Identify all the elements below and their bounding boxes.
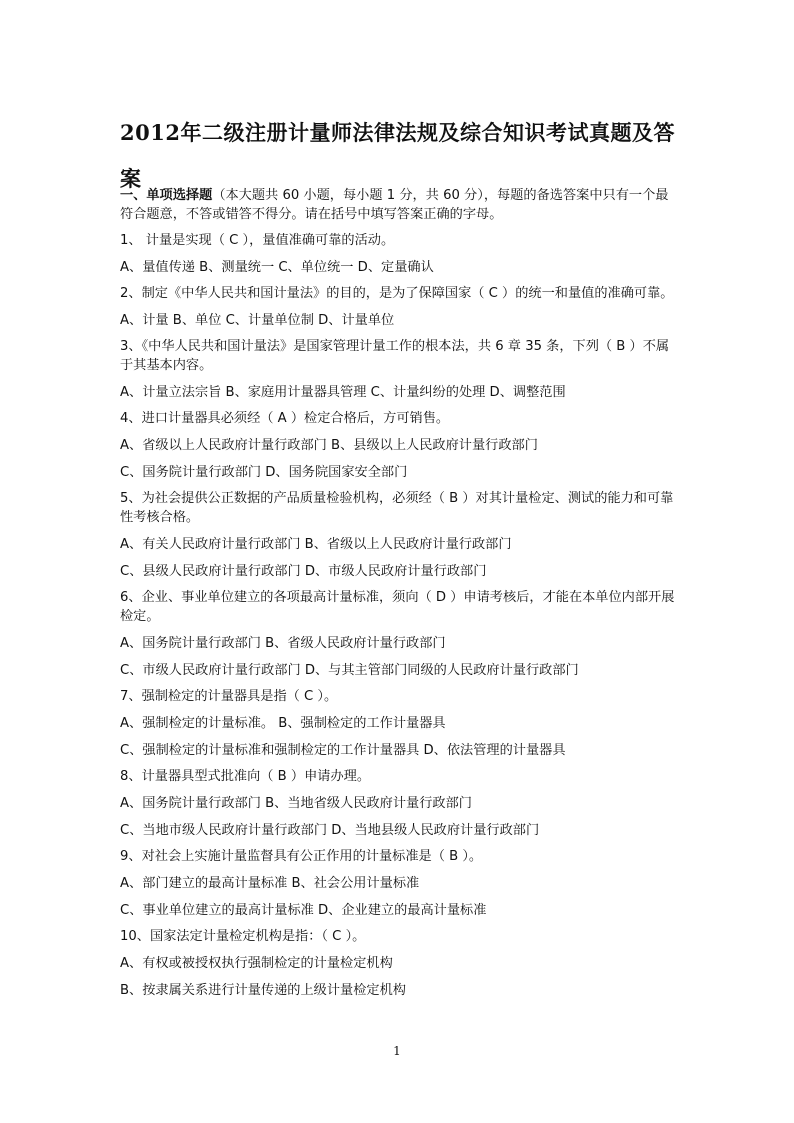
question-3: 3、《中华人民共和国计量法》是国家管理计量工作的根本法，共 6 章 35 条，下列（ B ）不属于其基本内容。	[120, 339, 670, 373]
question-6: 6、企业、事业单位建立的各项最高计量标准，须向（ D ）申请考核后，才能在本单位内部开展检定。	[120, 590, 675, 624]
question-8: 8、计量器具型式批准向（ B ）申请办理。	[120, 769, 371, 784]
question-6-options-ab: A、国务院计量行政部门 B、省级人民政府计量行政部门	[120, 636, 446, 651]
question-5: 5、为社会提供公正数据的产品质量检验机构，必须经（ B ）对其计量检定、测试的能力和可靠性考核合格。	[120, 491, 674, 525]
question-6-options-cd: C、市级人民政府计量行政部门 D、与其主管部门同级的人民政府计量行政部门	[120, 663, 579, 678]
question-9: 9、对社会上实施计量监督具有公正作用的计量标准是（ B ）。	[120, 849, 483, 864]
question-1: 1、 计量是实现（ C ），量值准确可靠的活动。	[120, 233, 395, 248]
question-7-options-ab: A、强制检定的计量标准。 B、强制检定的工作计量器具	[120, 716, 446, 731]
question-5-options-cd: C、县级人民政府计量行政部门 D、市级人民政府计量行政部门	[120, 564, 487, 579]
question-9-options-cd: C、事业单位建立的最高计量标准 D、企业建立的最高计量标准	[120, 903, 487, 918]
section-intro	[120, 186, 680, 224]
question-10-option-b: B、按隶属关系进行计量传递的上级计量检定机构	[120, 983, 406, 998]
question-4-options-cd: C、国务院计量行政部门 D、国务院国家安全部门	[120, 465, 408, 480]
question-7: 7、强制检定的计量器具是指（ C ）。	[120, 689, 338, 704]
page-number: 1	[393, 1044, 401, 1058]
question-4-options-ab: A、省级以上人民政府计量行政部门 B、县级以上人民政府计量行政部门	[120, 438, 538, 453]
document-title: 2012年二级注册计量师法律法规及综合知识考试真题及答案	[120, 120, 675, 191]
question-8-options-cd: C、当地市级人民政府计量行政部门 D、当地县级人民政府计量行政部门	[120, 823, 540, 838]
question-10: 10、国家法定计量检定机构是指：（ C ）。	[120, 929, 366, 944]
question-4: 4、进口计量器具必须经（ A ）检定合格后，方可销售。	[120, 411, 450, 426]
question-1-options: A、量值传递 B、测量统一 C、单位统一 D、定量确认	[120, 260, 434, 275]
question-3-options: A、计量立法宗旨 B、家庭用计量器具管理 C、计量纠纷的处理 D、调整范围	[120, 385, 566, 400]
section-description: （本大题共 60 小题，每小题 1 分，共 60 分），每题的备选答案中只有一个最符合题意，不答或错答不得分。请在括号中填写答案正确的字母。	[120, 188, 669, 222]
question-2: 2、制定《中华人民共和国计量法》的目的，是为了保障国家（ C ）的统一和量值的准确可靠。	[120, 286, 674, 301]
document-body	[120, 186, 680, 1007]
section-label: 一、单项选择题	[120, 188, 213, 203]
question-7-options-cd: C、强制检定的计量标准和强制检定的工作计量器具 D、依法管理的计量器具	[120, 743, 566, 758]
question-8-options-ab: A、国务院计量行政部门 B、当地省级人民政府计量行政部门	[120, 796, 472, 811]
question-5-options-ab: A、有关人民政府计量行政部门 B、省级以上人民政府计量行政部门	[120, 537, 512, 552]
question-10-option-a: A、有权或被授权执行强制检定的计量检定机构	[120, 956, 393, 971]
question-9-options-ab: A、部门建立的最高计量标准 B、社会公用计量标准	[120, 876, 420, 891]
question-2-options: A、计量 B、单位 C、计量单位制 D、计量单位	[120, 313, 395, 328]
